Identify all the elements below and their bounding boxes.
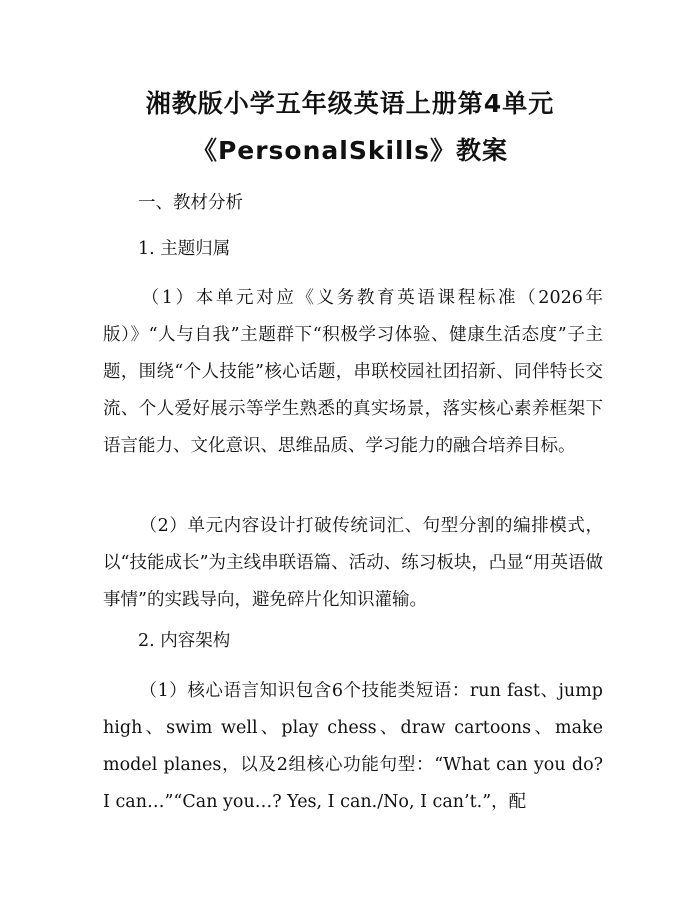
subsection-heading-content-structure: 2. 内容架构 [138, 631, 231, 651]
paragraph-theme-2 [103, 508, 603, 619]
document-title-line-2: 《PersonalSkills》教案 [191, 136, 509, 165]
subsection-heading-theme: 1. 主题归属 [138, 239, 231, 259]
paragraph-theme-2-text: （2）单元内容设计打破传统词汇、句型分割的编排模式，以“技能成长”为主线串联语篇、活动、练习板块，凸显“用英语做事情”的实践导向，避免碎片化知识灌输。 [103, 516, 603, 610]
paragraph-content-1 [103, 673, 603, 821]
paragraph-content-1-text: （1）核心语言知识包含6个技能类短语：run fast、jump high、swim well、play chess、draw cartoons、make model planes，以及2组核心功能句型：“What can you do? I can…”“Can you…? Yes, I can./No, I can’t.”，配 [103, 681, 603, 812]
paragraph-theme-1-text: （1）本单元对应《义务教育英语课程标准（2026年版）》“人与自我”主题群下“积极学习体验、健康生活态度”子主题，围绕“个人技能”核心话题，串联校园社团招新、同伴特长交流、个人爱好展示等学生熟悉的真实场景，落实核心素养框架下语言能力、文化意识、思维品质、学习能力的融合培养目标。 [103, 288, 603, 456]
paragraph-theme-1 [103, 280, 603, 465]
section-heading-textbook-analysis: 一、教材分析 [138, 193, 243, 213]
document-title-line-1: 湘教版小学五年级英语上册第4单元 [145, 89, 555, 118]
